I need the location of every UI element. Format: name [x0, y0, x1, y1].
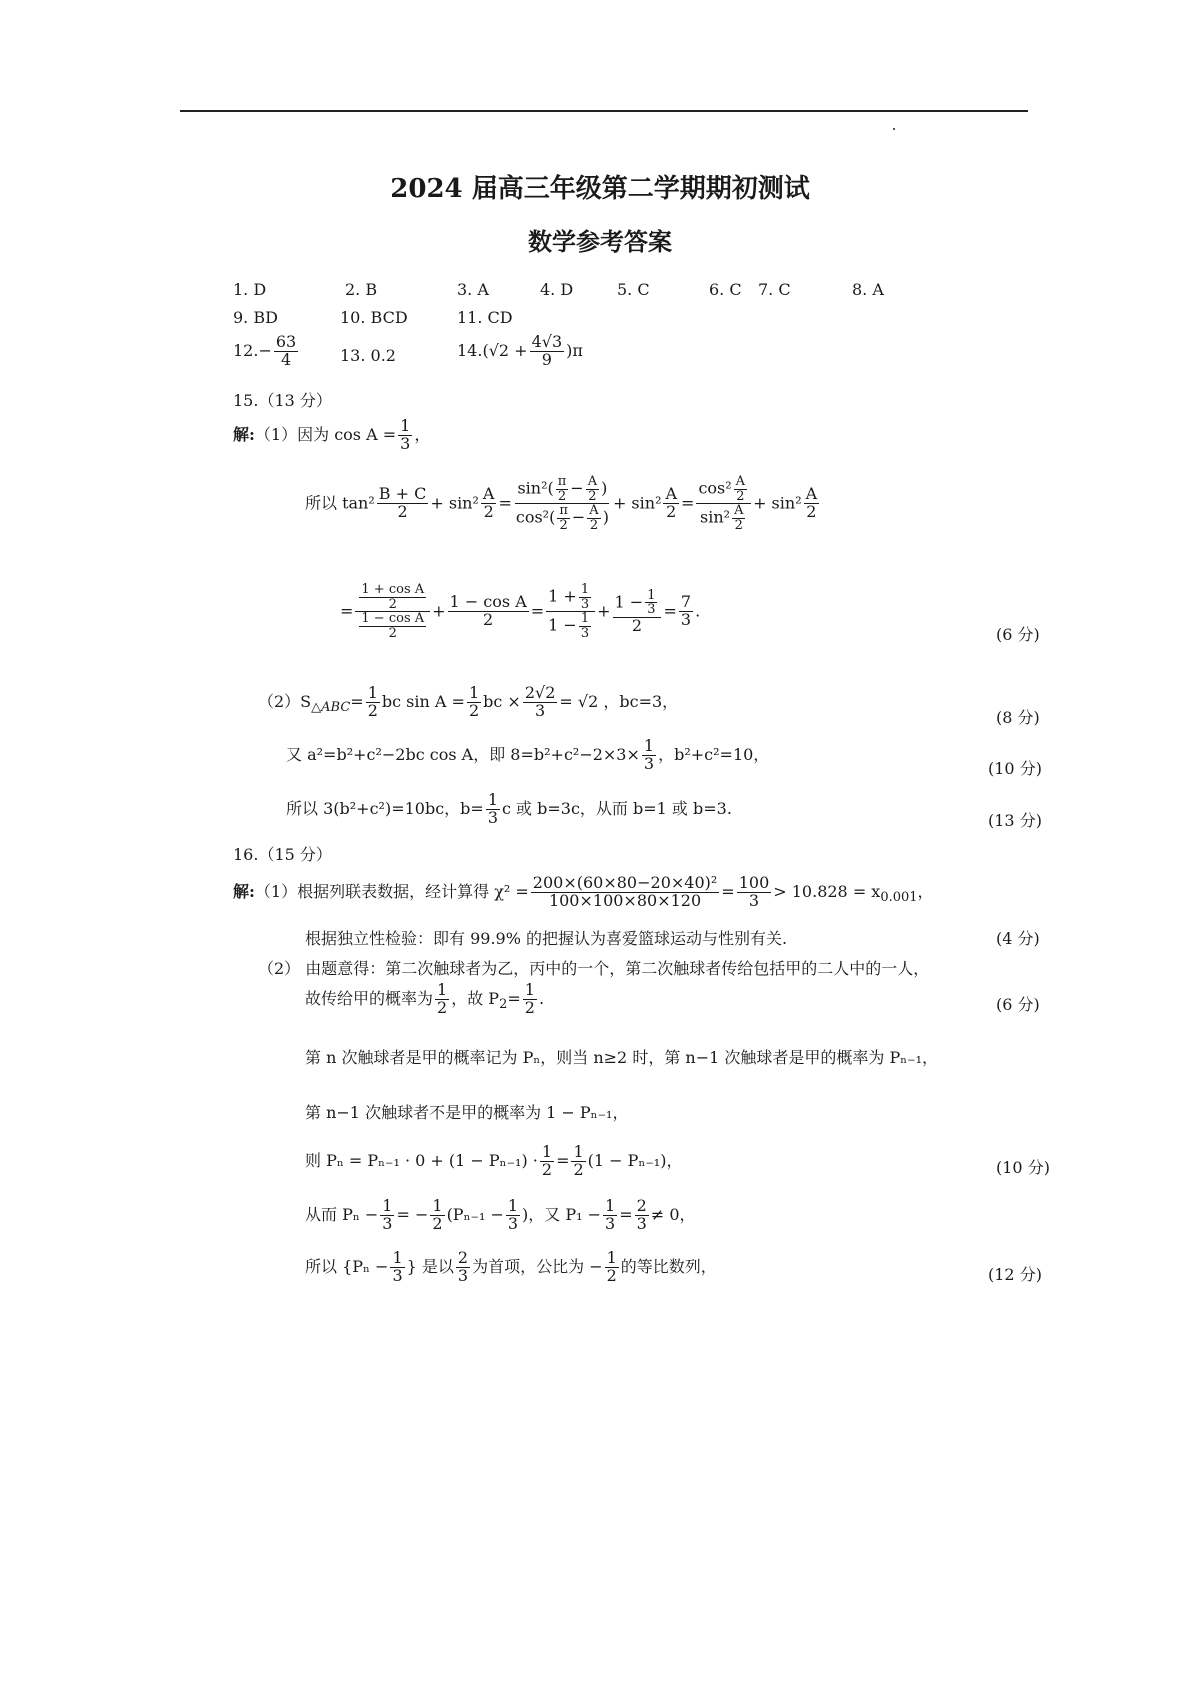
- answer-10: 10. BCD: [340, 308, 408, 327]
- q15-line2: 所以 tan² $\frac{B + C}{2}$ + sin² $\frac{A}{2}$ = sin²( $\frac{\pi}{2}$ − $\frac{A}{2}$ ) cos²( $\frac{\pi}{2}$ − $\frac{A}{2}$ ) + sin² $\frac{A}{2}$ = cos² $\frac{A}{2}$ sin² $\frac{A}{2}$ + sin² $\frac{A}{2}$: [305, 474, 818, 533]
- q16-score-6: (6 分): [996, 995, 1040, 1014]
- q16-heading: 16.（15 分）: [233, 845, 332, 864]
- q16-part2-line1: （2） 由题意得：第二次触球者为乙，丙中的一个，第二次触球者传给包括甲的二人中的一人，: [258, 959, 930, 978]
- page-title: 2024 届高三年级第二学期期初测试: [390, 174, 810, 204]
- q15-line3: = $\frac{\frac{\text{1 + cos A}}{2}}{\frac{\text{1 − cos A}}{2}}$ + $\frac{\text{1 − cos A}}{2}$ = 1 + $\frac{1}{3}$ 1 − $\frac{1}{3}$ + 1 − $\frac{1}{3}$ 2 = $\frac{7}{3}$ .: [340, 582, 701, 641]
- answer-9: 9. BD: [233, 308, 278, 327]
- q15-score-6: (6 分): [996, 625, 1040, 644]
- q16-part2-line5: 则 Pₙ = Pₙ₋₁ · 0 + (1 − Pₙ₋₁) · $\frac{1}{2}$ = $\frac{1}{2}$ (1 − Pₙ₋₁)，: [305, 1142, 683, 1179]
- answer-2: 2. B: [345, 280, 378, 299]
- answer-1: 1. D: [233, 280, 267, 299]
- q16-part2-line3: 第 n 次触球者是甲的概率记为 Pₙ，则当 n≥2 时，第 n−1 次触球者是甲的概率为 Pₙ₋₁，: [305, 1048, 939, 1067]
- scan-speck: [893, 128, 895, 130]
- q15-part2: $(2)S_{\triangle ABC}=$ $\frac{1}{2}$ bc sin A = $\frac{1}{2}$ bc × $\frac{2√2}{3}$ = √2 ，bc=3，: [258, 683, 679, 720]
- q16-score-10: (10 分): [996, 1158, 1050, 1177]
- q16-part2-line4: 第 n−1 次触球者不是甲的概率为 1 − Pₙ₋₁，: [305, 1103, 629, 1122]
- answer-13: 13. 0.2: [340, 346, 396, 365]
- answer-7: 7. C: [758, 280, 791, 299]
- answer-11: 11. CD: [457, 308, 513, 327]
- q15-score-10: (10 分): [988, 759, 1042, 778]
- q16-part1: 解:（1）根据列联表数据，经计算得 χ² = $\frac{\text{200×(60×80−20×40)²}}{100\times 100\times 80\times 120}$ = $\frac{100}{3}$ > $10.828 = x_{0.001}$，: [233, 873, 934, 910]
- answer-8: 8. A: [852, 280, 884, 299]
- answer-3: 3. A: [457, 280, 489, 299]
- q15-score-13: (13 分): [988, 811, 1042, 830]
- page-subtitle: 数学参考答案: [528, 227, 672, 256]
- header-rule: [180, 110, 1028, 112]
- q16-part2-line7: 所以 {Pₙ − $\frac{1}{3}$ } 是以 $\frac{2}{3}$ 为首项，公比为 − $\frac{1}{2}$ 的等比数列，: [305, 1248, 717, 1285]
- q16-score-12: (12 分): [988, 1265, 1042, 1284]
- q15-line-so: 所以 3(b²+c²)=10bc，b= $\frac{1}{3}$ c 或 b=3c，从而 b=1 或 b=3.: [286, 790, 732, 827]
- q15-part1-intro: 解:（1）因为 cos A = $\frac{1}{3}$ ，: [233, 416, 431, 453]
- q16-part2-line2: 故传给甲的概率为 $\frac{1}{2}$ ，故 $P_2=$ $\frac{1}{2}$ .: [305, 980, 545, 1017]
- answer-12: 12.− $\frac{63}{4}$: [233, 332, 297, 369]
- answer-6: 6. C: [709, 280, 742, 299]
- q15-line-you: 又 a²=b²+c²−2bc cos A，即 8=b²+c²−2×3× $\frac{1}{3}$ ，b²+c²=10，: [286, 736, 770, 773]
- q15-heading: 15.（13 分）: [233, 391, 332, 410]
- answer-5: 5. C: [617, 280, 650, 299]
- q16-score-4: (4 分): [996, 929, 1040, 948]
- q16-part2-line6: 从而 Pₙ − $\frac{1}{3}$ = − $\frac{1}{2}$ (Pₙ₋₁ − $\frac{1}{3}$ )，又 P₁ − $\frac{1}{3}$ = $\frac{2}{3}$ ≠ 0，: [305, 1196, 696, 1233]
- q16-part1-line2: 根据独立性检验：即有 99.9% 的把握认为喜爱篮球运动与性别有关.: [305, 929, 788, 948]
- q15-score-8: (8 分): [996, 708, 1040, 727]
- answer-14: 14.(√2 + $\frac{4√3}{9}$ )π: [457, 332, 583, 369]
- answer-4: 4. D: [540, 280, 574, 299]
